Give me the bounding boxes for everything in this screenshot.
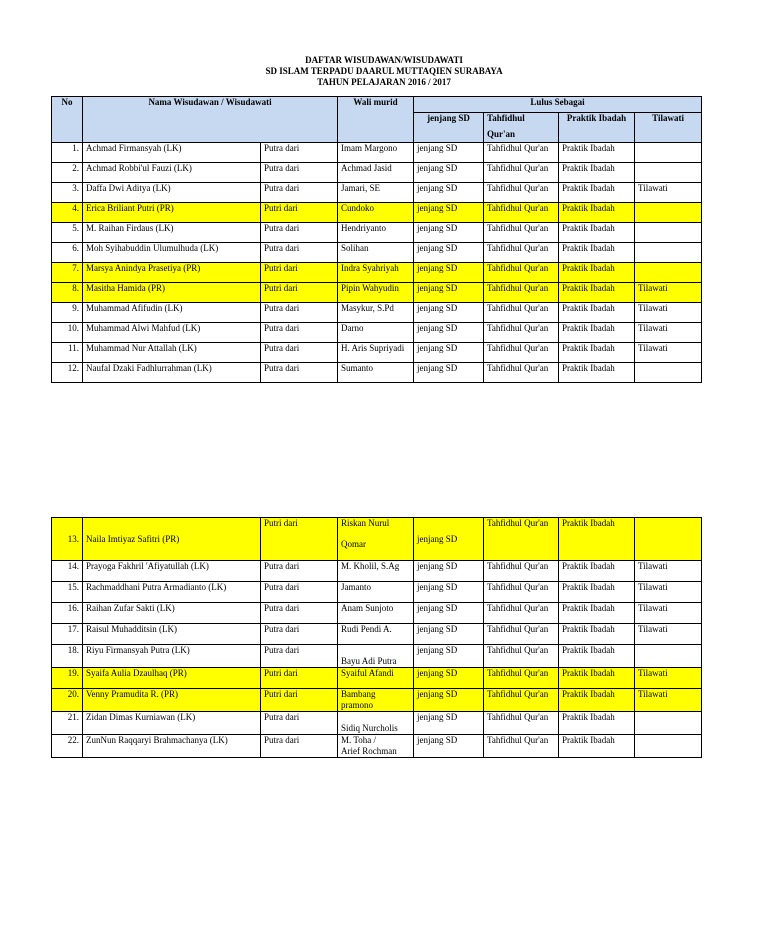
tilawati-cell <box>635 735 702 758</box>
tahfidh-cell: Tahfidhul Qur'an <box>484 203 559 223</box>
parent-name-line1: Syaiful Afandi <box>341 668 394 678</box>
parent-name: Solihan <box>338 243 414 263</box>
relation: Putri dari <box>261 518 338 561</box>
tilawati-cell: Tilawati <box>635 668 702 689</box>
row-number: 9. <box>52 303 83 323</box>
parent-name <box>338 518 414 561</box>
row-number: 10. <box>52 323 83 343</box>
tahfidh-cell: Tahfidhul Qur'an <box>484 735 559 758</box>
graduate-name: Zidan Dimas Kurniawan (LK) <box>83 712 261 735</box>
table-row <box>52 645 702 668</box>
row-number: 1. <box>52 143 83 163</box>
graduates-table-1 <box>51 96 702 383</box>
tahfidh-cell: Tahfidhul Qur'an <box>484 243 559 263</box>
tahfidh-cell: Tahfidhul Qur'an <box>484 223 559 243</box>
graduate-name: Muhammad Nur Attallah (LK) <box>83 343 261 363</box>
tilawati-cell <box>635 163 702 183</box>
table-row <box>52 163 702 183</box>
parent-name <box>338 582 414 603</box>
row-number: 12. <box>52 363 83 383</box>
praktik-cell: Praktik Ibadah <box>559 561 635 582</box>
parent-name <box>338 624 414 645</box>
tilawati-cell: Tilawati <box>635 183 702 203</box>
row-number: 15. <box>52 582 83 603</box>
relation: Putri dari <box>261 263 338 283</box>
tilawati-cell <box>635 518 702 561</box>
parent-name-line1: M. Kholil, S.Ag <box>341 561 400 571</box>
row-number: 22. <box>52 735 83 758</box>
tilawati-cell <box>635 203 702 223</box>
graduate-name: Prayoga Fakhril 'Afiyatullah (LK) <box>83 561 261 582</box>
praktik-cell: Praktik Ibadah <box>559 163 635 183</box>
tilawati-cell <box>635 263 702 283</box>
praktik-cell: Praktik Ibadah <box>559 712 635 735</box>
graduate-name: Venny Pramudita R. (PR) <box>83 689 261 712</box>
tahfidh-cell: Tahfidhul Qur'an <box>484 143 559 163</box>
parent-name-line1: Jamanto <box>341 582 371 592</box>
jenjang-cell: jenjang SD <box>414 143 484 163</box>
relation: Putra dari <box>261 624 338 645</box>
parent-name: Darno <box>338 323 414 343</box>
row-number: 11. <box>52 343 83 363</box>
parent-name <box>338 668 414 689</box>
tahfidh-cell: Tahfidhul Qur'an <box>484 363 559 383</box>
table-row <box>52 303 702 323</box>
header-parent: Wali murid <box>338 97 414 143</box>
jenjang-cell: jenjang SD <box>414 712 484 735</box>
praktik-cell: Praktik Ibadah <box>559 203 635 223</box>
relation: Putra dari <box>261 343 338 363</box>
praktik-cell: Praktik Ibadah <box>559 735 635 758</box>
row-number: 21. <box>52 712 83 735</box>
table-row <box>52 223 702 243</box>
parent-name-line1: M. Toha / <box>341 735 376 745</box>
row-number: 5. <box>52 223 83 243</box>
header-tahfidh <box>484 113 559 143</box>
tilawati-cell <box>635 223 702 243</box>
row-number: 4. <box>52 203 83 223</box>
praktik-cell: Praktik Ibadah <box>559 668 635 689</box>
tilawati-cell <box>635 645 702 668</box>
relation: Putri dari <box>261 668 338 689</box>
header-name: Nama Wisudawan / Wisudawati <box>83 97 338 143</box>
tahfidh-cell: Tahfidhul Qur'an <box>484 689 559 712</box>
parent-name: Sumanto <box>338 363 414 383</box>
document-title-line1: DAFTAR WISUDAWAN/WISUDAWATI <box>305 55 463 65</box>
document-title-line3: TAHUN PELAJARAN 2016 / 2017 <box>317 77 451 87</box>
relation: Putri dari <box>261 203 338 223</box>
relation: Putra dari <box>261 183 338 203</box>
table-row <box>52 263 702 283</box>
relation: Putra dari <box>261 143 338 163</box>
jenjang-cell: jenjang SD <box>414 561 484 582</box>
table-row <box>52 143 702 163</box>
parent-name-line1: Anam Sunjoto <box>341 603 394 613</box>
relation: Putra dari <box>261 603 338 624</box>
praktik-cell: Praktik Ibadah <box>559 689 635 712</box>
tahfidh-cell: Tahfidhul Qur'an <box>484 582 559 603</box>
praktik-cell: Praktik Ibadah <box>559 223 635 243</box>
table-row <box>52 203 702 223</box>
tilawati-cell <box>635 712 702 735</box>
table-row <box>52 712 702 735</box>
jenjang-cell: jenjang SD <box>414 303 484 323</box>
praktik-cell: Praktik Ibadah <box>559 582 635 603</box>
row-number: 14. <box>52 561 83 582</box>
jenjang-cell: jenjang SD <box>414 603 484 624</box>
relation: Putra dari <box>261 561 338 582</box>
graduate-name: ZunNun Raqqaryi Brahmachanya (LK) <box>83 735 261 758</box>
graduates-table-2 <box>51 517 702 758</box>
tahfidh-cell: Tahfidhul Qur'an <box>484 645 559 668</box>
parent-name: Achmad Jasid <box>338 163 414 183</box>
tahfidh-cell: Tahfidhul Qur'an <box>484 163 559 183</box>
parent-name-line1 <box>341 712 410 723</box>
tilawati-cell <box>635 243 702 263</box>
graduate-name: Raihan Zufar Sakti (LK) <box>83 603 261 624</box>
table-row <box>52 343 702 363</box>
row-number: 8. <box>52 283 83 303</box>
tilawati-cell: Tilawati <box>635 303 702 323</box>
jenjang-cell: jenjang SD <box>414 363 484 383</box>
row-number: 16. <box>52 603 83 624</box>
parent-name: H. Aris Supriyadi <box>338 343 414 363</box>
row-number: 13. <box>52 518 83 561</box>
jenjang-cell: jenjang SD <box>414 183 484 203</box>
praktik-cell: Praktik Ibadah <box>559 243 635 263</box>
jenjang-cell: jenjang SD <box>414 645 484 668</box>
relation: Putra dari <box>261 645 338 668</box>
header-no: No <box>52 97 83 143</box>
table-row <box>52 363 702 383</box>
parent-name-line1 <box>341 645 410 656</box>
tilawati-cell: Tilawati <box>635 343 702 363</box>
graduate-name: Masitha Hamida (PR) <box>83 283 261 303</box>
tahfidh-cell: Tahfidhul Qur'an <box>484 263 559 283</box>
jenjang-cell: jenjang SD <box>414 735 484 758</box>
parent-name-line2: Bayu Adi Putra <box>341 656 397 666</box>
relation: Putra dari <box>261 163 338 183</box>
relation: Putra dari <box>261 712 338 735</box>
graduate-name: Daffa Dwi Aditya (LK) <box>83 183 261 203</box>
table-row <box>52 668 702 689</box>
table-row <box>52 243 702 263</box>
tahfidh-cell: Tahfidhul Qur'an <box>484 668 559 689</box>
jenjang-cell: jenjang SD <box>414 283 484 303</box>
graduate-name: Muhammad Afifudin (LK) <box>83 303 261 323</box>
table-row <box>52 582 702 603</box>
header-tahfidh-line2: Qur'an <box>487 129 516 139</box>
header-tahfidh-line1: Tahfidhul <box>487 113 525 123</box>
praktik-cell: Praktik Ibadah <box>559 283 635 303</box>
document-title-line2: SD ISLAM TERPADU DAARUL MUTTAQIEN SURABAYA <box>265 66 503 76</box>
parent-name-line1: Rudi Pendi A. <box>341 624 392 634</box>
row-number: 18. <box>52 645 83 668</box>
tahfidh-cell: Tahfidhul Qur'an <box>484 303 559 323</box>
tilawati-cell: Tilawati <box>635 603 702 624</box>
parent-name <box>338 689 414 712</box>
table-row <box>52 518 702 561</box>
praktik-cell: Praktik Ibadah <box>559 645 635 668</box>
graduate-name: Naila Imtiyaz Safitri (PR) <box>83 518 261 561</box>
row-number: 2. <box>52 163 83 183</box>
praktik-cell: Praktik Ibadah <box>559 518 635 561</box>
parent-name-line1: Bambang <box>341 689 376 699</box>
table-row <box>52 561 702 582</box>
table-row <box>52 323 702 343</box>
jenjang-cell: jenjang SD <box>414 518 484 561</box>
row-number: 6. <box>52 243 83 263</box>
tilawati-cell: Tilawati <box>635 689 702 712</box>
tilawati-cell: Tilawati <box>635 624 702 645</box>
parent-name-line2: pramono <box>341 700 373 710</box>
graduate-name: M. Raihan Firdaus (LK) <box>83 223 261 243</box>
praktik-cell: Praktik Ibadah <box>559 603 635 624</box>
parent-name-line2: Arief Rochman <box>341 746 397 756</box>
praktik-cell: Praktik Ibadah <box>559 323 635 343</box>
tahfidh-cell: Tahfidhul Qur'an <box>484 323 559 343</box>
parent-name <box>338 645 414 668</box>
header-tilawati: Tilawati <box>635 113 702 143</box>
tilawati-cell: Tilawati <box>635 561 702 582</box>
tahfidh-cell: Tahfidhul Qur'an <box>484 518 559 561</box>
graduate-name: Achmad Robbi'ul Fauzi (LK) <box>83 163 261 183</box>
relation: Putra dari <box>261 323 338 343</box>
graduate-name: Achmad Firmansyah (LK) <box>83 143 261 163</box>
parent-name: Indra Syahriyah <box>338 263 414 283</box>
relation: Putra dari <box>261 735 338 758</box>
table-row <box>52 603 702 624</box>
graduate-name: Riyu Firmansyah Putra (LK) <box>83 645 261 668</box>
relation: Putra dari <box>261 303 338 323</box>
jenjang-cell: jenjang SD <box>414 203 484 223</box>
praktik-cell: Praktik Ibadah <box>559 143 635 163</box>
parent-name: Masykur, S.Pd <box>338 303 414 323</box>
parent-name <box>338 603 414 624</box>
relation: Putri dari <box>261 283 338 303</box>
graduate-name: Muhammad Alwi Mahfud (LK) <box>83 323 261 343</box>
parent-name: Hendriyanto <box>338 223 414 243</box>
row-number: 17. <box>52 624 83 645</box>
jenjang-cell: jenjang SD <box>414 624 484 645</box>
praktik-cell: Praktik Ibadah <box>559 303 635 323</box>
row-number: 3. <box>52 183 83 203</box>
graduate-name: Syaifa Aulia Dzaulhaq (PR) <box>83 668 261 689</box>
row-number: 19. <box>52 668 83 689</box>
tahfidh-cell: Tahfidhul Qur'an <box>484 624 559 645</box>
header-jenjang: jenjang SD <box>414 113 484 143</box>
tilawati-cell: Tilawati <box>635 323 702 343</box>
jenjang-cell: jenjang SD <box>414 163 484 183</box>
header-graduated-as: Lulus Sebagai <box>414 97 702 113</box>
tahfidh-cell: Tahfidhul Qur'an <box>484 183 559 203</box>
jenjang-cell: jenjang SD <box>414 243 484 263</box>
praktik-cell: Praktik Ibadah <box>559 624 635 645</box>
parent-name-line1: Riskan Nurul <box>341 518 390 528</box>
praktik-cell: Praktik Ibadah <box>559 363 635 383</box>
parent-name-line2: Sidiq Nurcholis <box>341 723 398 733</box>
table-row <box>52 183 702 203</box>
parent-name <box>338 712 414 735</box>
praktik-cell: Praktik Ibadah <box>559 263 635 283</box>
parent-name <box>338 561 414 582</box>
jenjang-cell: jenjang SD <box>414 689 484 712</box>
tahfidh-cell: Tahfidhul Qur'an <box>484 561 559 582</box>
graduate-name: Rachmaddhani Putra Armadianto (LK) <box>83 582 261 603</box>
tilawati-cell: Tilawati <box>635 283 702 303</box>
parent-name-line2: Qomar <box>341 539 366 549</box>
graduate-name: Raisul Muhadditsin (LK) <box>83 624 261 645</box>
jenjang-cell: jenjang SD <box>414 668 484 689</box>
relation: Putra dari <box>261 582 338 603</box>
tahfidh-cell: Tahfidhul Qur'an <box>484 343 559 363</box>
tilawati-cell: Tilawati <box>635 582 702 603</box>
tahfidh-cell: Tahfidhul Qur'an <box>484 603 559 624</box>
tahfidh-cell: Tahfidhul Qur'an <box>484 283 559 303</box>
jenjang-cell: jenjang SD <box>414 323 484 343</box>
parent-name: Imam Margono <box>338 143 414 163</box>
graduate-name: Erica Briliant Putri (PR) <box>83 203 261 223</box>
parent-name: Pipin Wahyudin <box>338 283 414 303</box>
table-row <box>52 624 702 645</box>
row-number: 20. <box>52 689 83 712</box>
relation: Putra dari <box>261 223 338 243</box>
table-row <box>52 283 702 303</box>
tilawati-cell <box>635 143 702 163</box>
parent-name: Cundoko <box>338 203 414 223</box>
praktik-cell: Praktik Ibadah <box>559 343 635 363</box>
relation: Putra dari <box>261 363 338 383</box>
jenjang-cell: jenjang SD <box>414 343 484 363</box>
header-praktik: Praktik Ibadah <box>559 113 635 143</box>
relation: Putri dari <box>261 689 338 712</box>
table-row <box>52 735 702 758</box>
relation: Putra dari <box>261 243 338 263</box>
graduate-name: Moh Syihabuddin Ulumulhuda (LK) <box>83 243 261 263</box>
parent-name: Jamari, SE <box>338 183 414 203</box>
tahfidh-cell: Tahfidhul Qur'an <box>484 712 559 735</box>
graduate-name: Naufal Dzaki Fadhlurrahman (LK) <box>83 363 261 383</box>
table-row <box>52 689 702 712</box>
graduate-name: Marsya Anindya Prasetiya (PR) <box>83 263 261 283</box>
jenjang-cell: jenjang SD <box>414 223 484 243</box>
parent-name <box>338 735 414 758</box>
row-number: 7. <box>52 263 83 283</box>
praktik-cell: Praktik Ibadah <box>559 183 635 203</box>
jenjang-cell: jenjang SD <box>414 263 484 283</box>
jenjang-cell: jenjang SD <box>414 582 484 603</box>
tilawati-cell <box>635 363 702 383</box>
